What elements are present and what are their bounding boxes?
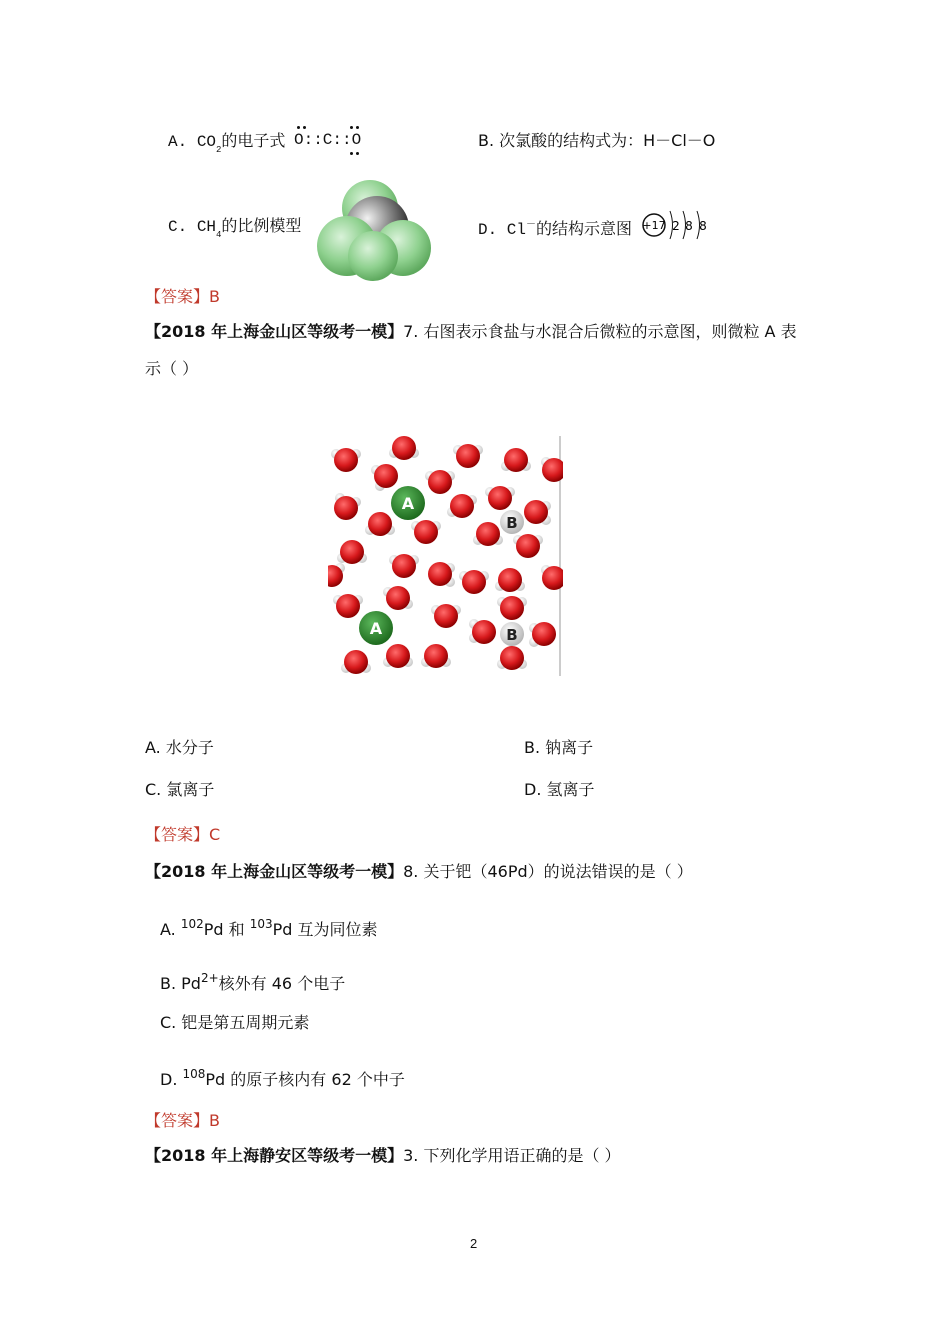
q8-option-c: C. 钯是第五周期元素	[160, 1013, 310, 1032]
option-a-co2: A. $CO_2$的电子式	[168, 131, 286, 155]
ch4-model-image	[315, 178, 435, 282]
particle-b-label-2: B	[506, 626, 518, 644]
particle-b-label: B	[506, 514, 518, 532]
cl-shell-3: 8	[699, 219, 707, 233]
q7-option-d: D. 氢离子	[524, 780, 595, 799]
q8-option-b: B. $Pd^{2+}$核外有 46 个电子	[160, 971, 346, 993]
q8-stem: 【2018 年上海金山区等级考一模】8. 关于钯（46Pd）的说法错误的是（ ）	[145, 862, 693, 881]
q7-option-c: C. 氯离子	[145, 780, 215, 799]
cl-shell-2: 8	[685, 219, 693, 233]
option-c-ch4: C. $CH_4$的比例模型	[168, 216, 302, 240]
q7-stem: 【2018 年上海金山区等级考一模】7. 右图表示食盐与水混合后微粒的示意图，则微粒 A 表	[145, 322, 797, 341]
salt-water-particle-diagram	[328, 436, 563, 676]
answer-1: 【答案】B	[145, 287, 220, 306]
q3-stem: 【2018 年上海静安区等级考一模】3. 下列化学用语正确的是（ ）	[145, 1146, 621, 1165]
co2-electron-formula: O::C::O	[294, 118, 369, 158]
particle-a-upper	[391, 486, 425, 520]
option-b-hclo: B. 次氯酸的结构式为：H－Cl－O	[478, 131, 716, 150]
particle-b-lower	[500, 622, 524, 646]
q3-source: 【2018 年上海静安区等级考一模】	[145, 1146, 404, 1165]
q7-option-b: B. 钠离子	[524, 738, 594, 757]
q8-option-d: D. $^{108}$Pd 的原子核内有 62 个中子	[160, 1067, 405, 1089]
answer-2: 【答案】C	[145, 825, 221, 844]
cl-shell-1: 2	[672, 219, 680, 233]
q7-option-a: A. 水分子	[145, 738, 214, 757]
q8-option-a: A. $^{102}$Pd 和 $^{103}$Pd 互为同位素	[160, 917, 378, 939]
cl-ion-structure-diagram	[640, 207, 712, 243]
cl-nucleus-label: +17	[642, 219, 666, 232]
q7-stem-line2: 示（ ）	[145, 359, 199, 378]
q8-source: 【2018 年上海金山区等级考一模】	[145, 862, 404, 881]
page-number: 2	[470, 1236, 478, 1251]
option-d-cl-structure: D. Cl－的结构示意图	[478, 219, 633, 239]
particle-a-lower	[359, 611, 393, 645]
q7-source: 【2018 年上海金山区等级考一模】	[145, 322, 404, 341]
answer-3: 【答案】B	[145, 1111, 220, 1130]
particle-b-upper	[500, 510, 524, 534]
particle-a-label: A	[401, 494, 415, 513]
particle-a-label-2: A	[369, 619, 383, 638]
